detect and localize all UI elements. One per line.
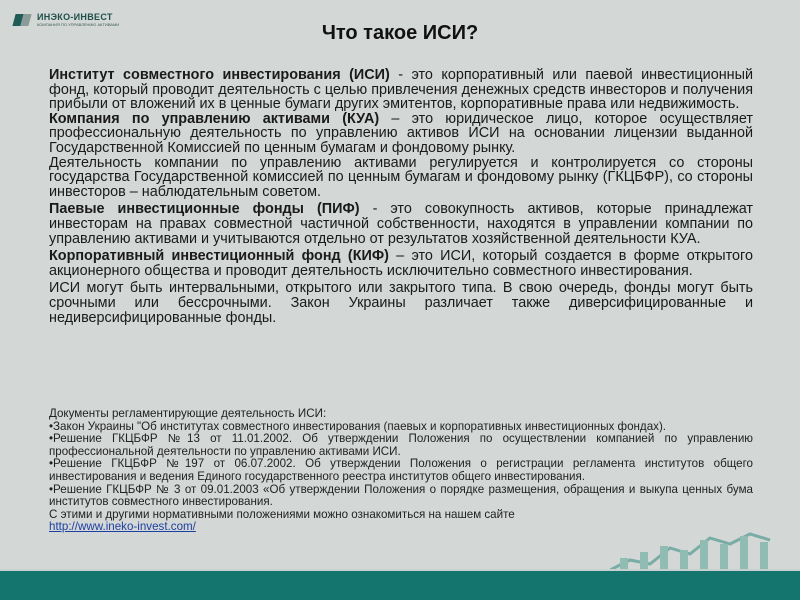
chart-decoration-icon <box>610 530 780 574</box>
brand-name: ИНЭКО-ИНВЕСТ <box>37 12 113 22</box>
definition-kif: – это ИСИ, который создается в форме открытого акционерного общества и проводит деятельность исключительно совместного инвестирования. <box>49 248 753 279</box>
main-content <box>49 68 753 325</box>
term-kif: Корпоративный инвестиционный фонд (КИФ) <box>49 248 389 265</box>
documents-heading: Документы регламентирующие деятельность ИСИ: <box>49 407 327 420</box>
document-item: •Закон Украины "Об институтах совместного инвестирования (паевых и корпоративных инвестиционных фондах). <box>49 419 667 433</box>
definition-pif: - это совокупность активов, которые принадлежат инвесторам на правах совместной частичной собственности, находятся в управлении компании по управлению активами и учитываются отдельно от результатов хозяйственной деятельности КУА. <box>49 201 753 247</box>
paragraph-isi <box>49 68 753 112</box>
paragraph-pif <box>49 202 753 246</box>
documents-section <box>49 408 753 534</box>
page-title: Что такое ИСИ? <box>321 22 479 44</box>
term-pif: Паевые инвестиционные фонды (ПИФ) <box>49 201 360 218</box>
document-item: •Решение ГКЦБФР № 3 от 09.01.2003 «Об утверждении Положения о порядке размещения, обращения и выкупа ценных бума институтов совместного инвестирования. <box>49 482 753 509</box>
definition-kua: – это юридическое лицо, которое осуществляет профессиональную деятельность по управлению активов ИСИ на основании лицензии выданной Государственной Комиссией по ценным бумагам и фондовому рынку. <box>49 110 753 156</box>
paragraph-types: ИСИ могут быть интервальными, открытого или закрытого типа. В свою очередь, фонды могут быть срочными или бессрочными. Закон Украины различает также диверсифицированные и недиверсифицированные фонды. <box>49 280 753 326</box>
documents-closing: С этими и другими нормативными положениями можно ознакомиться на нашем сайте <box>49 507 515 521</box>
document-item: •Решение ГКЦБФР №197 от 06.07.2002. Об утверждении Положения о регистрации регламента институтов общего инвестирования и ведения Единого государственного реестра институтов общего инвестирования. <box>49 457 753 483</box>
definition-isi: - это корпоративный или паевой инвестиционный фонд, который проводит деятельность с целью привлечения денежных средств инвесторов и получения прибыли от вложений их в ценные бумаги других эмитентов, корпоративные права или недвижимость. <box>49 67 753 113</box>
document-item: •Решение ГКЦБФР №13 от 11.01.2002. Об утверждении Положения по осуществлении компанией по управлению профессиональной деятельности по управлению активами ИСИ. <box>49 432 753 458</box>
paragraph-regulation: Деятельность компании по управлению активами регулируется и контролируется со стороны государства Государственной комиссией по ценным бумагам и фондовому рынку (ГКЦБФР), со стороны инвесторов – наблюдательным советом. <box>49 154 753 200</box>
footer-bar <box>0 571 800 600</box>
website-link[interactable]: http://www.ineko-invest.com/ <box>49 520 196 534</box>
paragraph-kua <box>49 112 753 156</box>
term-isi: Институт совместного инвестирования (ИСИ) <box>49 67 390 83</box>
term-kua: Компания по управлению активами (КУА) <box>49 110 380 127</box>
brand-subtitle: КОМПАНИЯ ПО УПРАВЛЕНИЮ АКТИВАМИ <box>37 22 120 27</box>
paragraph-kif <box>49 249 753 278</box>
